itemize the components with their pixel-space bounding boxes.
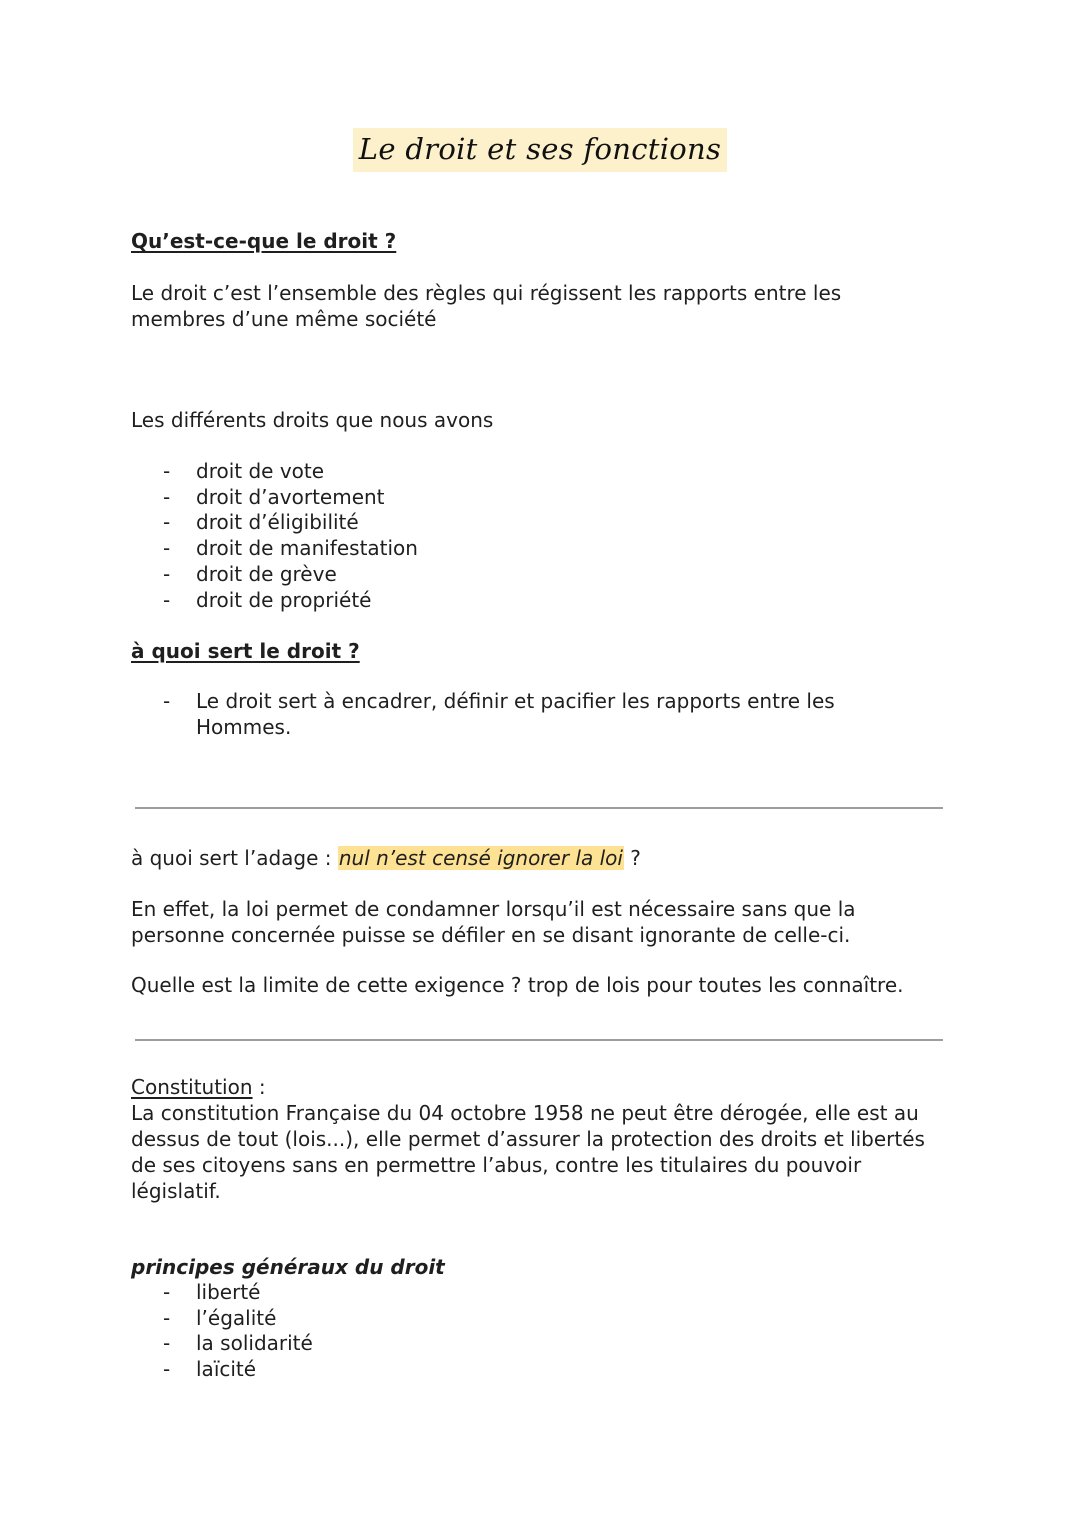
list-item: - droit de vote xyxy=(131,459,931,485)
list-item: - droit de propriété xyxy=(131,588,931,614)
list-item: - droit d’éligibilité xyxy=(131,510,931,536)
list-item: - la solidarité xyxy=(131,1331,931,1357)
constitution-line-1: La constitution Française du 04 octobre 1958 ne peut être dérogée, elle est au xyxy=(131,1101,919,1125)
list-item: - droit de grève xyxy=(131,562,931,588)
adage-suffix: ? xyxy=(623,846,641,870)
principles-heading: principes généraux du droit xyxy=(131,1255,445,1279)
rights-list xyxy=(131,459,931,613)
constitution-paragraph xyxy=(131,1100,951,1204)
adage-highlight: nul n’est censé ignorer la loi xyxy=(338,846,623,870)
list-item xyxy=(131,689,931,740)
constitution-line-4: législatif. xyxy=(131,1179,221,1203)
section-heading-what-is-law: Qu’est-ce-que le droit ? xyxy=(131,229,397,253)
list-item: - laïcité xyxy=(131,1357,931,1383)
law-definition xyxy=(131,280,951,332)
law-definition-line-1: Le droit c’est l’ensemble des règles qui régissent les rapports entre les xyxy=(131,281,842,305)
divider xyxy=(135,1039,943,1041)
page-title: Le droit et ses fonctions xyxy=(353,128,727,172)
purpose-line-1: - Le droit sert à encadrer, définir et pacifier les rapports entre les xyxy=(196,689,835,713)
constitution-heading xyxy=(131,1074,951,1100)
list-item: - liberté xyxy=(131,1280,931,1306)
purpose-list xyxy=(131,689,931,740)
adage-explanation xyxy=(131,896,951,948)
law-definition-line-2: membres d’une même société xyxy=(131,307,437,331)
adage-question xyxy=(131,845,951,871)
list-item: - droit d’avortement xyxy=(131,485,931,511)
adage-explanation-line-1: En effet, la loi permet de condamner lorsqu’il est nécessaire sans que la xyxy=(131,897,856,921)
principles-list xyxy=(131,1280,931,1383)
purpose-line-2: Hommes. xyxy=(196,714,292,739)
adage-limit: Quelle est la limite de cette exigence ? trop de lois pour toutes les connaître. xyxy=(131,973,904,997)
list-item: - l’égalité xyxy=(131,1306,931,1332)
constitution-line-3: de ses citoyens sans en permettre l’abus, contre les titulaires du pouvoir xyxy=(131,1153,862,1177)
adage-explanation-line-2: personne concernée puisse se défiler en se disant ignorante de celle-ci. xyxy=(131,923,851,947)
list-item: - droit de manifestation xyxy=(131,536,931,562)
adage-prefix: à quoi sert l’adage : xyxy=(131,846,338,870)
title-container xyxy=(0,128,1080,172)
section-heading-purpose-of-law: à quoi sert le droit ? xyxy=(131,639,360,663)
rights-intro: Les différents droits que nous avons xyxy=(131,408,494,432)
constitution-line-2: dessus de tout (lois...), elle permet d’assurer la protection des droits et libertés xyxy=(131,1127,925,1151)
constitution-label: Constitution xyxy=(131,1075,253,1099)
constitution-label-suffix: : xyxy=(252,1075,266,1099)
divider xyxy=(135,807,943,809)
